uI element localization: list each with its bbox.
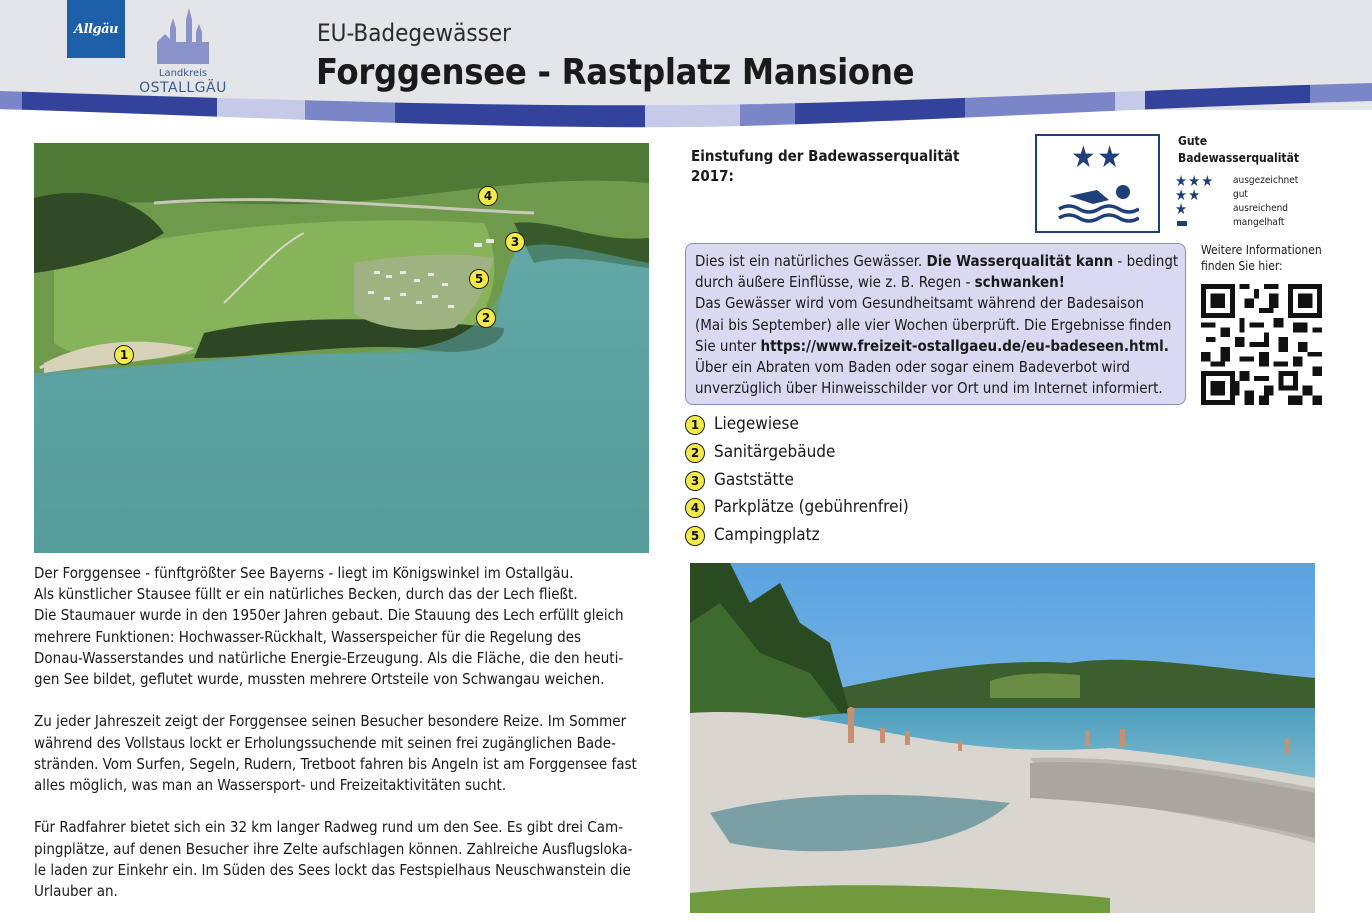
number-marker-icon: 5 [685,526,705,546]
two-stars-icon: ★★ [1175,186,1202,204]
rating-legend-title-line-1: Gute [1178,134,1208,148]
water-quality-rating-badge [1035,134,1160,233]
qr-code-icon[interactable] [1201,284,1322,405]
description-line: gen See bildet, geflutet wurde, mussten mehrere Ortsteile von Schwangau weichen. [34,670,605,689]
water-quality-info-box [685,243,1186,405]
poor-rating-bar-icon [1177,221,1187,226]
map-marker-3: 3 [505,232,525,252]
info-text: - bedingt [1113,252,1179,270]
description-line: Für Radfahrer bietet sich ein 32 km langer Radweg rund um den See. Es gibt drei Cam- [34,818,624,837]
page-supertitle: EU-Badegewässer [317,19,511,47]
water-quality-rating-label [691,146,959,186]
info-text: durch äußere Einflüsse, wie z. B. Regen - [695,273,975,292]
facility-label: Liegewiese [714,414,799,434]
description-line: Zu jeder Jahreszeit zeigt der Forggensee seinen Besucher besondere Reize. Im Sommer [34,712,627,731]
decorative-wave-stripe [0,83,1372,130]
map-marker-1: 1 [114,345,134,365]
three-stars-icon: ★★★ [1175,172,1215,190]
rating-legend-text: ausreichend [1233,203,1289,214]
rating-stars-icon: ★★ [1071,140,1124,175]
info-text: Dies ist ein natürliches Gewässer. [695,252,927,270]
facility-label: Gaststätte [714,469,794,490]
description-line: stränden. Vom Surfen, Segeln, Rudern, Tretboot fahren bis Angeln ist am Forggensee fast [34,754,637,773]
rating-legend-title-line-2: Badewasserqualität [1178,151,1300,165]
castle-icon [151,6,215,68]
map-marker-2: 2 [476,308,496,328]
allgaeu-logo [67,0,125,58]
more-info-line-2: finden Sie hier: [1201,259,1283,273]
description-line: le laden zur Einkehr ein. Im Süden des Sees lockt das Festspielhaus Neuschwanstein die [34,860,631,879]
description-line: Der Forggensee - fünftgrößter See Bayerns - liegt im Königswinkel im Ostallgäu. [34,564,574,582]
rating-legend-text: gut [1233,189,1248,200]
description-line: Donau-Wasserstandes und natürliche Energie-Erzeugung. Als die Fläche, die den heuti- [34,648,624,667]
rating-legend-poor [1175,217,1345,231]
info-line-2 [695,272,1176,293]
more-info-line-1: Weitere Informationen [1201,243,1322,257]
rating-label-line-1: Einstufung der Badewasserqualität [691,147,960,165]
info-text-bold: Die Wasserqualität kann [926,252,1114,270]
rating-legend-sufficient [1175,200,1345,218]
description-paragraph-1 [34,563,654,690]
description-line: mehrere Funktionen: Hochwasser-Rückhalt, Wasserspeicher für die Regelung des [34,627,582,646]
more-info-label [1201,242,1322,274]
info-line-6: Über ein Abraten vom Baden oder sogar einem Badeverbot wird [695,358,1130,377]
number-marker-icon: 3 [685,471,705,491]
rating-legend-text: ausgezeichnet [1233,175,1299,186]
map-marker-4: 4 [478,186,498,206]
rating-legend-good [1175,186,1345,204]
description-line: Urlauber an. [34,882,118,901]
description-line: alles möglich, was man an Wassersport- und Freizeitaktivitäten sucht. [34,776,507,795]
number-marker-icon: 4 [685,498,705,518]
info-url-link[interactable]: https://www.freizeit-ostallgaeu.de/eu-badeseen.html. [760,336,1169,355]
rating-label-year: 2017: [691,167,734,185]
facility-label: Sanitärgebäude [714,441,836,462]
info-line-4: (Mai bis September) alle vier Wochen überprüft. Die Ergebnisse finden [695,315,1172,334]
number-marker-icon: 1 [685,415,705,435]
description-paragraph-3 [34,817,654,902]
number-marker-icon: 2 [685,443,705,463]
info-line-7: unverzüglich über Hinweisschilder vor Ort und im Internet informiert. [695,379,1163,398]
rating-legend-text: mangelhaft [1233,217,1285,228]
info-line-5 [695,336,1176,357]
rating-legend-title [1178,133,1299,167]
ostallgaeu-label: OSTALLGÄU [139,80,227,96]
facility-label: Campingplatz [714,525,820,546]
info-line-3: Das Gewässer wird vom Gesundheitsamt während der Badesaison [695,294,1145,313]
description-line: Die Staumauer wurde in den 1950er Jahren gebaut. Die Stauung des Lech erfüllt gleich [34,606,624,625]
info-text: Sie unter [695,336,761,355]
allgaeu-logo-text: Allgäu [74,21,118,37]
lake-description [34,563,654,923]
description-paragraph-2 [34,711,654,796]
map-marker-5: 5 [469,269,489,289]
one-star-icon: ★ [1175,200,1189,218]
info-line-1 [695,251,1179,272]
swimmer-icon [1057,182,1139,224]
info-text-bold: schwanken! [974,273,1065,292]
description-line: während des Vollstaus lockt er Erholungssuchende mit seinen frei zugänglichen Bade- [34,733,616,752]
facility-label: Parkplätze (gebührenfrei) [714,497,909,518]
description-line: Als künstlicher Stausee füllt er ein natürliches Becken, durch das der Lech fließt. [34,585,578,604]
aerial-photo [34,143,649,553]
beach-photo [690,563,1315,913]
page-title: Forggensee - Rastplatz Mansione [316,52,915,93]
landkreis-label: Landkreis [158,68,208,79]
description-line: pingplätze, auf denen Besucher ihre Zelte aufschlagen können. Zahlreiche Ausflugsloka- [34,839,633,858]
